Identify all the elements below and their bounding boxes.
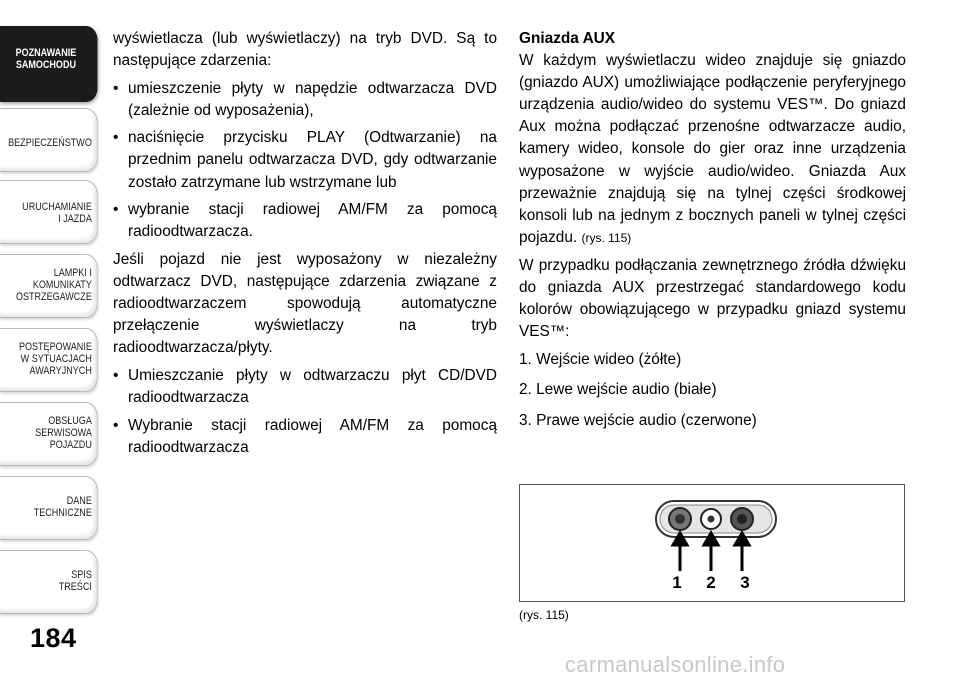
- left-column: [113, 28, 497, 465]
- tab-label: KOMUNIKATY: [32, 279, 92, 291]
- tab-label: POJAZDU: [49, 439, 92, 451]
- tab-spis-tresci[interactable]: [0, 550, 98, 614]
- figure-reference: (rys. 115): [581, 230, 632, 245]
- bullet-icon: •: [113, 200, 119, 218]
- aux-jacks-illustration: [520, 485, 904, 601]
- tab-uruchamianie-i-jazda[interactable]: [0, 180, 98, 244]
- color-code-paragraph: W przypadku podłączania zewnętrznego źródła dźwięku do gniazda AUX przestrzegać standardowego kodu kolorów obowiązującego w przypadku gniazd systemu VES™:: [519, 256, 906, 341]
- list-item: 3. Prawe wejście audio (czerwone): [519, 411, 757, 429]
- tab-label: I JAZDA: [58, 213, 92, 225]
- tab-lampki-i-komunikaty[interactable]: [0, 254, 98, 318]
- jack-list: [519, 349, 906, 431]
- tab-postepowanie-awaryjne[interactable]: [0, 328, 98, 392]
- list-item: 2. Lewe wejście audio (białe): [519, 381, 717, 399]
- list-item: • naciśnięcie przycisku PLAY (Odtwarzanie) na przednim panelu odtwarzacza DVD, gdy odtwarzanie zostało zatrzymane lub wstrzymane lub: [113, 129, 497, 191]
- tab-obsluga-serwisowa[interactable]: [0, 402, 98, 466]
- chapter-sidebar: [0, 0, 102, 678]
- intro-paragraph: wyświetlacza (lub wyświetlaczy) na tryb DVD. Są to następujące zdarzenia:: [113, 30, 497, 70]
- label-2: 2: [706, 573, 716, 592]
- section-heading: Gniazda AUX: [519, 30, 616, 47]
- tab-dane-techniczne[interactable]: [0, 476, 98, 540]
- tab-label: TECHNICZNE: [33, 507, 92, 519]
- jack-1-center: [675, 514, 685, 524]
- tab-poznawanie-samochodu[interactable]: [0, 26, 98, 102]
- list-item: • umieszczenie płyty w napędzie odtwarzacza DVD (zależnie od wyposażenia),: [113, 80, 497, 120]
- watermark: carmanualsonline.info: [565, 652, 786, 677]
- jack-3-center: [737, 514, 747, 524]
- tab-label: SPIS: [71, 569, 92, 581]
- radio-events-list: [113, 365, 497, 458]
- aux-description: [519, 50, 906, 249]
- jack-2-center: [708, 516, 715, 523]
- tab-label: SAMOCHODU: [15, 59, 76, 71]
- tab-label: BEZPIECZEŃSTWO: [8, 137, 92, 149]
- tab-label: TREŚCI: [58, 581, 92, 593]
- aux-jacks-figure: [519, 484, 905, 602]
- tab-label: DANE: [66, 495, 92, 507]
- bullet-icon: •: [113, 416, 119, 434]
- list-item: • Wybranie stacji radiowej AM/FM za pomocą radioodtwarzacza: [113, 416, 497, 456]
- list-item: • Umieszczanie płyty w odtwarzaczu płyt CD/DVD radioodtwarzacza: [113, 367, 497, 407]
- body-paragraph: Jeśli pojazd nie jest wyposażony w niezależny odtwarzacz DVD, następujące zdarzenia związane z radioodtwarzaczem spowodują automatyczne przełączenie wyświetlaczy na tryb radioodtwarzacza/płyty.: [113, 250, 497, 357]
- arrows: [673, 533, 749, 571]
- list-item: • wybranie stacji radiowej AM/FM za pomocą radioodtwarzacza.: [113, 200, 497, 240]
- tab-label: POSTĘPOWANIE: [19, 341, 92, 353]
- tab-label: SERWISOWA: [35, 427, 92, 439]
- label-3: 3: [740, 573, 750, 592]
- dvd-events-list: [113, 78, 497, 243]
- bullet-icon: •: [113, 367, 119, 385]
- label-1: 1: [672, 573, 682, 592]
- aux-description-text: W każdym wyświetlaczu wideo znajduje się gniazdo (gniazdo AUX) umożliwiające podłączenie peryferyjnego urządzenia audio/wideo do systemu VES™. Do gniazd Aux można podłączać przenośne odtwarzacze audio, kamery wideo, konsole do gier oraz inne urządzenia wyposażone w wyjście audio/wideo. Gniazda Aux przeważnie znajdują się na tylnej części środkowej konsoli lub na jednym z bocznych paneli w tylnej części pojazdu.: [519, 52, 906, 246]
- tab-label: POZNAWANIE: [15, 47, 77, 59]
- tab-label: OSTRZEGAWCZE: [16, 291, 92, 303]
- list-item: 1. Wejście wideo (żółte): [519, 351, 682, 369]
- tab-bezpieczenstwo[interactable]: [0, 108, 98, 172]
- right-column: [519, 28, 906, 440]
- tab-label: OBSŁUGA: [48, 415, 92, 427]
- bullet-icon: •: [113, 80, 119, 98]
- figure-caption: (rys. 115): [519, 608, 569, 622]
- page-number: 184: [30, 623, 77, 653]
- bullet-icon: •: [113, 129, 119, 147]
- tab-label: W SYTUACJACH: [20, 353, 92, 365]
- tab-label: LAMPKI I: [53, 267, 92, 279]
- tab-label: AWARYJNYCH: [29, 365, 92, 377]
- tab-label: URUCHAMIANIE: [22, 201, 92, 213]
